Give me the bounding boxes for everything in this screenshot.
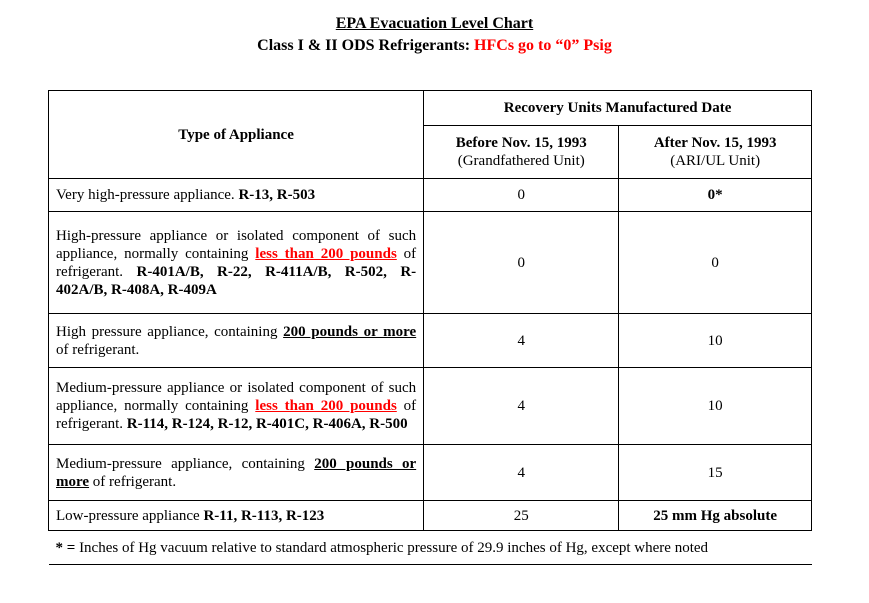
appliance-text: High pressure appliance, containing: [56, 323, 284, 340]
before-value: 25: [424, 501, 619, 531]
after-value: 10: [619, 368, 812, 445]
appliance-cell: [49, 445, 424, 501]
refrigerant-list: R-401A/B, R-22, R-411A/B, R-502, R-402A/B, R-408A, R-409A: [56, 263, 417, 298]
before-value: 4: [424, 445, 619, 501]
appliance-text-2: of refrigerant.: [56, 398, 417, 432]
header-row-1: [49, 91, 812, 126]
quantity-highlight: 200 pounds or more: [56, 455, 417, 490]
appliance-text: Medium-pressure appliance, containing: [56, 455, 315, 472]
footnote-cell: [49, 531, 812, 565]
after-value: 0: [619, 212, 812, 314]
quantity-highlight: 200 pounds or more: [283, 323, 417, 340]
table-row: [49, 212, 812, 314]
table-row: [49, 314, 812, 368]
before-value: 4: [424, 368, 619, 445]
header-before-date: Before Nov. 15, 1993: [455, 135, 587, 151]
appliance-cell: [49, 314, 424, 368]
appliance-cell: [49, 212, 424, 314]
table-row: [49, 368, 812, 445]
appliance-text-2: of refrigerant.: [89, 473, 177, 490]
header-before: [424, 126, 619, 179]
before-value: 0: [424, 212, 619, 314]
chart-title: EPA Evacuation Level Chart: [335, 15, 534, 32]
after-value: 0*: [619, 179, 812, 212]
table-row: [49, 445, 812, 501]
chart-subtitle: [0, 37, 869, 55]
before-value: 0: [424, 179, 619, 212]
refrigerant-list: R-13, R-503: [238, 187, 316, 203]
header-after-note: (ARI/UL Unit): [670, 153, 761, 169]
refrigerant-list: R-114, R-124, R-12, R-401C, R-406A, R-500: [126, 416, 408, 432]
appliance-text: Low-pressure appliance: [56, 507, 204, 524]
after-value: 10: [619, 314, 812, 368]
quantity-highlight: less than 200 pounds: [255, 245, 397, 262]
evacuation-table: [48, 90, 812, 565]
header-type-of-appliance: Type of Appliance: [49, 91, 424, 179]
refrigerant-list: R-11, R-113, R-123: [203, 507, 325, 524]
table-row: [49, 179, 812, 212]
footnote-marker: * =: [55, 539, 80, 556]
appliance-cell: [49, 368, 424, 445]
header-before-note: (Grandfathered Unit): [457, 153, 585, 169]
appliance-text: Medium-pressure appliance or isolated component of such appliance, normally containing: [56, 380, 417, 414]
appliance-text-2: of refrigerant.: [56, 341, 140, 358]
appliance-text-2: of refrigerant.: [56, 245, 417, 280]
header-after: [619, 126, 812, 179]
after-value: 15: [619, 445, 812, 501]
before-value: 4: [424, 314, 619, 368]
after-value: 25 mm Hg absolute: [619, 501, 812, 531]
appliance-cell: [49, 501, 424, 531]
subtitle-highlight: HFCs go to “0” Psig: [474, 37, 612, 54]
quantity-highlight: less than 200 pounds: [255, 398, 397, 414]
table-row: [49, 501, 812, 531]
header-after-date: After Nov. 15, 1993: [653, 135, 777, 151]
subtitle-prefix: Class I & II ODS Refrigerants:: [257, 37, 475, 54]
header-recovery-units: Recovery Units Manufactured Date: [424, 91, 812, 126]
appliance-cell: [49, 179, 424, 212]
footnote-text: Inches of Hg vacuum relative to standard atmospheric pressure of 29.9 inches of Hg, except where noted: [79, 539, 709, 556]
footnote-row: [49, 531, 812, 565]
appliance-text: High-pressure appliance or isolated component of such appliance, normally containing: [56, 227, 417, 262]
appliance-text: Very high-pressure appliance.: [56, 187, 239, 203]
